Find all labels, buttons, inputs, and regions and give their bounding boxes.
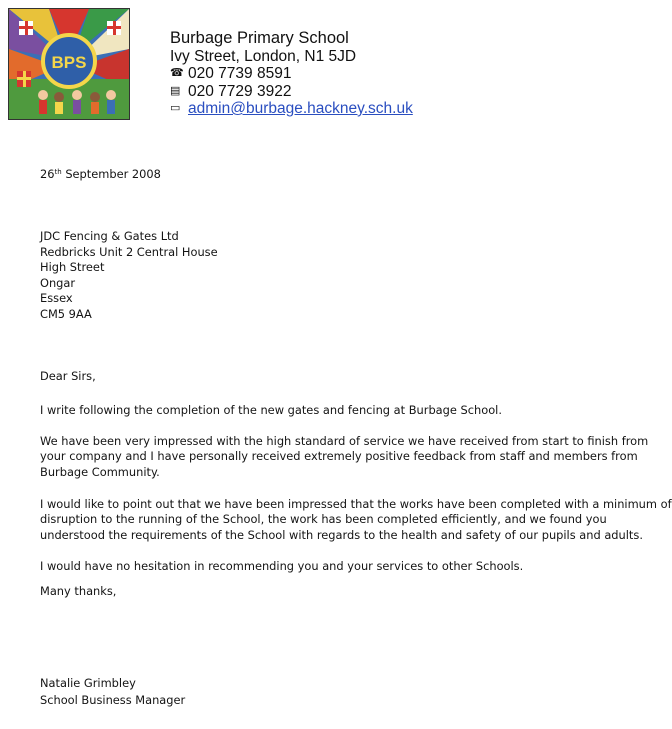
school-name: Burbage Primary School xyxy=(170,29,349,47)
phone-number: 020 7739 8591 xyxy=(188,65,292,82)
closing: Many thanks, xyxy=(40,584,117,598)
phone-row xyxy=(170,65,413,83)
computer-icon: ▭ xyxy=(170,102,181,114)
paragraph-1: I write following the completion of the new gates and fencing at Burbage School. xyxy=(40,403,502,417)
signatory-title: School Business Manager xyxy=(40,692,186,707)
letter-date: 26th September 2008 xyxy=(40,167,161,181)
letterhead xyxy=(170,30,413,118)
school-address: Ivy Street, London, N1 5JD xyxy=(170,47,357,65)
fax-icon: ▤ xyxy=(170,84,181,97)
school-logo xyxy=(8,8,130,120)
recipient-line: Ongar xyxy=(40,275,76,290)
paragraph-4: I would have no hesitation in recommending you and your services to other Schools. xyxy=(40,559,524,573)
paragraph-3: I would like to point out that we have been impressed that the works have been completed with a minimum of disruption to the running of the School, the work has been completed efficiently, and we found you understood the requirements of the School with regards to the health and safety of our pupils and adults. xyxy=(40,497,672,542)
recipient-line: Redbricks Unit 2 Central House xyxy=(40,244,218,259)
recipient-address xyxy=(40,229,218,323)
recipient-line: Essex xyxy=(40,291,73,306)
fax-row xyxy=(170,83,413,101)
signature-block xyxy=(40,675,185,708)
salutation: Dear Sirs, xyxy=(40,369,96,383)
recipient-line: JDC Fencing & Gates Ltd xyxy=(40,229,179,243)
email-link[interactable]: admin@burbage.hackney.sch.uk xyxy=(188,100,413,117)
stained-glass-emblem xyxy=(9,9,129,119)
email-row xyxy=(170,100,413,118)
telephone-icon: ☎ xyxy=(170,67,184,79)
paragraph-2: We have been very impressed with the high standard of service we have received from start to finish from your company and I have personally received extremely positive feedback from staff and members from Burbage Community. xyxy=(40,434,649,479)
recipient-line: CM5 9AA xyxy=(40,306,92,321)
signatory-name: Natalie Grimbley xyxy=(40,676,136,690)
recipient-line: High Street xyxy=(40,260,105,275)
fax-number: 020 7729 3922 xyxy=(188,82,292,100)
logo-lettering: BPS xyxy=(51,53,87,72)
